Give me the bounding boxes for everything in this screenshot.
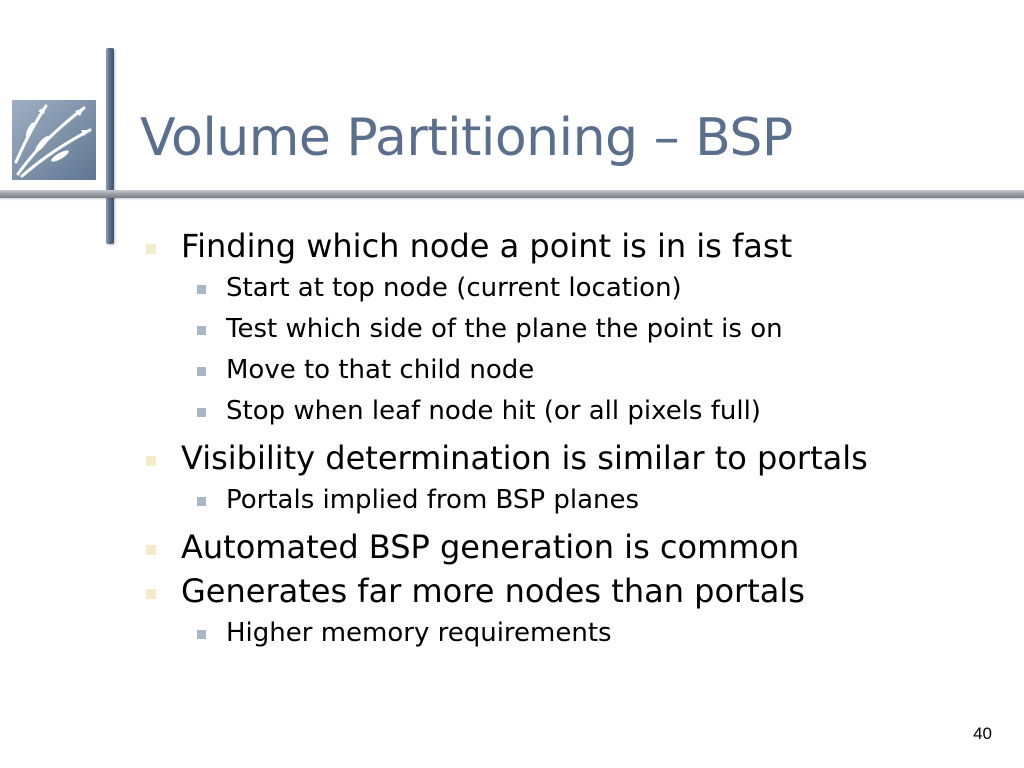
square-bullet-icon [197,408,206,417]
slide-content [140,224,1000,658]
sub-bullet-group [140,480,1000,521]
sub-bullet-group [140,613,1000,654]
square-bullet-icon [197,326,206,335]
bullet-item [140,569,1000,613]
sub-bullet-item [140,391,1000,432]
bullet-item [140,436,1000,480]
sub-bullet-text: Test which side of the plane the point is on [226,314,783,344]
sub-bullet-item [140,480,1000,521]
square-bullet-icon [197,630,206,639]
square-bullet-icon [197,367,206,376]
square-bullet-icon [146,545,156,555]
square-bullet-icon [197,285,206,294]
sub-bullet-text: Start at top node (current location) [226,273,682,303]
sub-bullet-item [140,268,1000,309]
sub-bullet-list [140,613,1000,654]
vertical-accent-bar [106,48,114,244]
arrows-logo-icon [12,100,96,180]
bullet-item [140,224,1000,268]
title-divider [0,190,1024,198]
sub-bullet-item [140,613,1000,654]
square-bullet-icon [146,456,156,466]
bullet-list [140,224,1000,654]
sub-bullet-text: Move to that child node [226,355,535,385]
sub-bullet-text: Portals implied from BSP planes [226,485,640,515]
sub-bullet-list [140,480,1000,521]
square-bullet-icon [146,244,156,254]
bullet-text: Finding which node a point is in is fast [181,227,793,265]
bullet-text: Visibility determination is similar to portals [181,439,868,477]
sub-bullet-list [140,268,1000,432]
bullet-text: Generates far more nodes than portals [181,572,805,610]
square-bullet-icon [197,497,206,506]
sub-bullet-item [140,309,1000,350]
page-number: 40 [973,724,992,743]
slide-title: Volume Partitioning – BSP [140,108,793,168]
bullet-item [140,525,1000,569]
sub-bullet-group [140,268,1000,432]
sub-bullet-text: Higher memory requirements [226,618,612,648]
square-bullet-icon [146,589,156,599]
sub-bullet-item [140,350,1000,391]
sub-bullet-text: Stop when leaf node hit (or all pixels full) [226,396,761,426]
bullet-text: Automated BSP generation is common [181,528,800,566]
